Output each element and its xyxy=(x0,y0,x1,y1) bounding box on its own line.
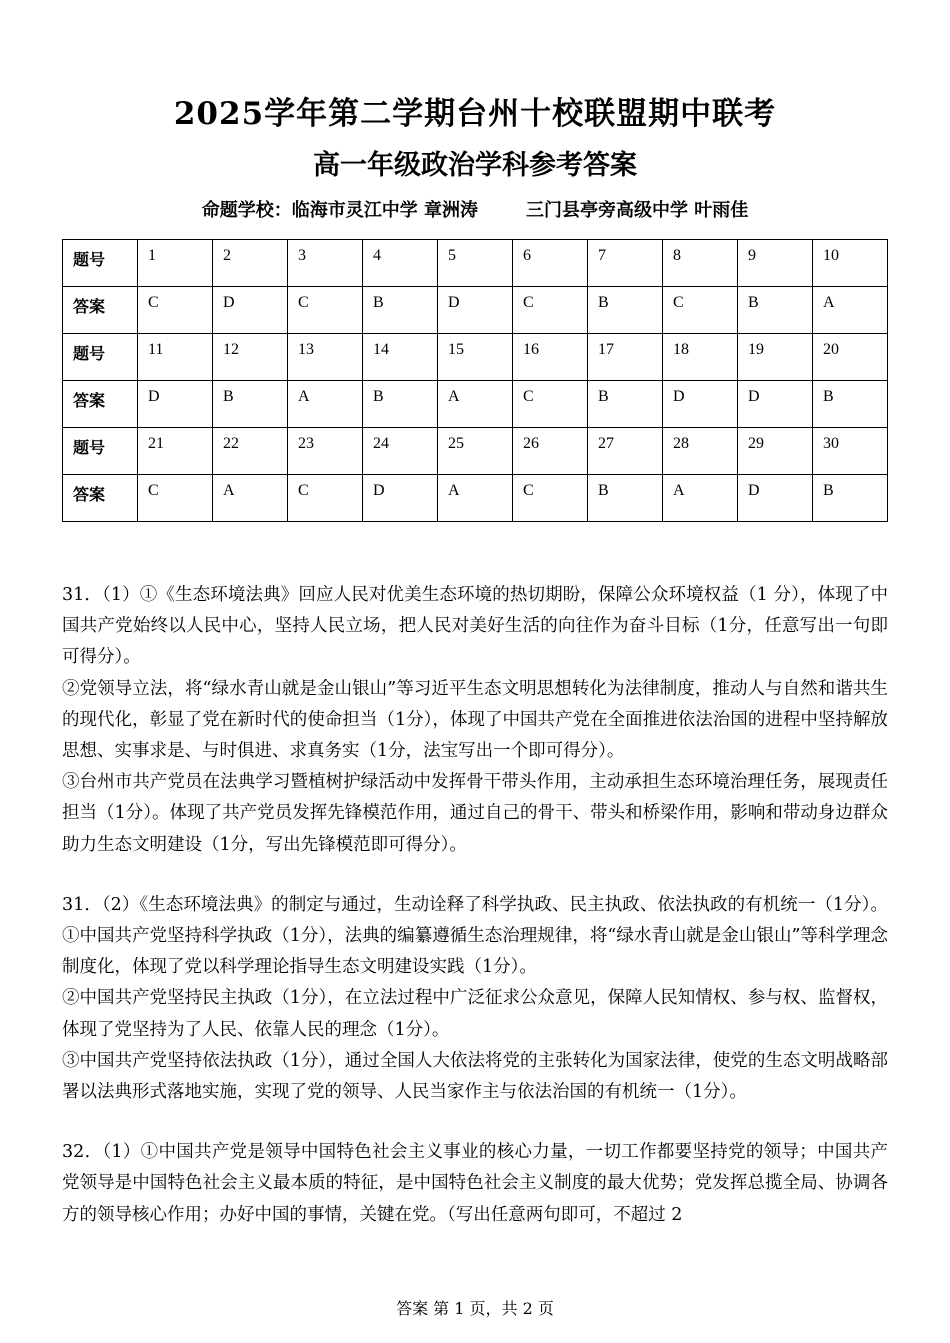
table-row xyxy=(63,428,888,475)
table-cell: 11 xyxy=(138,334,213,381)
table-cell: A xyxy=(438,381,513,428)
answer-31-2-part-3: ③中国共产党坚持依法执政（1分），通过全国人大依法将党的主张转化为国家法律，使党的生态文明战略部署以法典形式落地实施，实现了党的领导、人民当家作主与依法治国的有机统一（1分）。 xyxy=(62,1050,888,1103)
table-cell: B xyxy=(588,475,663,522)
answer-table xyxy=(62,239,888,522)
table-row xyxy=(63,475,888,522)
table-cell: D xyxy=(738,475,813,522)
table-cell: B xyxy=(813,381,888,428)
answer-32-1-part-1: 32．（1）①中国共产党是领导中国特色社会主义事业的核心力量，一切工作都要坚持党的领导；中国共产党领导是中国特色社会主义最本质的特征，是中国特色社会主义制度的最大优势；党发挥总揽全局、协调各方的领导核心作用；办好中国的事情，关键在党。（写出任意两句即可，不超过 2 xyxy=(62,1142,888,1225)
table-cell: 3 xyxy=(288,240,363,287)
row-label: 题号 xyxy=(63,428,138,475)
row-label: 题号 xyxy=(63,240,138,287)
table-cell: C xyxy=(513,381,588,428)
table-cell: B xyxy=(813,475,888,522)
table-cell: 4 xyxy=(363,240,438,287)
page-title: 2025学年第二学期台州十校联盟期中联考 xyxy=(173,96,777,132)
table-cell: 12 xyxy=(213,334,288,381)
table-cell: 19 xyxy=(738,334,813,381)
table-cell: B xyxy=(588,287,663,334)
table-cell: A xyxy=(663,475,738,522)
table-cell: B xyxy=(588,381,663,428)
table-cell: 24 xyxy=(363,428,438,475)
school-2: 三门县亭旁高级中学 叶雨佳 xyxy=(526,200,749,221)
answer-31-1-part-2: ②党领导立法，将“绿水青山就是金山银山”等习近平生态文明思想转化为法律制度，推动人与自然和谐共生的现代化，彰显了党在新时代的使命担当（1分），体现了中国共产党在全面推进依法治国的进程中坚持解放思想、实事求是、与时俱进、求真务实（1分，法宝写出一个即可得分）。 xyxy=(62,678,888,762)
table-row xyxy=(63,381,888,428)
table-cell: B xyxy=(363,287,438,334)
page-footer: 答案 第 1 页，共 2 页 xyxy=(396,1299,554,1318)
table-row xyxy=(63,334,888,381)
table-cell: A xyxy=(213,475,288,522)
answer-31-1-part-1: 31．（1）①《生态环境法典》回应人民对优美生态环境的热切期盼，保障公众环境权益（1 分），体现了中国共产党始终以人民中心，坚持人民立场，把人民对美好生活的向往作为奋斗目标（1分，任意写出一句即可得分）。 xyxy=(62,585,888,668)
table-cell: B xyxy=(363,381,438,428)
row-label: 答案 xyxy=(63,287,138,334)
table-cell: 5 xyxy=(438,240,513,287)
table-cell: C xyxy=(288,475,363,522)
table-cell: 8 xyxy=(663,240,738,287)
table-cell: 16 xyxy=(513,334,588,381)
table-row xyxy=(63,240,888,287)
table-cell: 2 xyxy=(213,240,288,287)
table-cell: 21 xyxy=(138,428,213,475)
answer-body xyxy=(62,580,888,1231)
page-subtitle: 高一年级政治学科参考答案 xyxy=(313,150,637,181)
table-cell: 18 xyxy=(663,334,738,381)
table-cell: 15 xyxy=(438,334,513,381)
table-cell: C xyxy=(138,287,213,334)
table-cell: 13 xyxy=(288,334,363,381)
row-label: 答案 xyxy=(63,381,138,428)
table-cell: 14 xyxy=(363,334,438,381)
table-cell: D xyxy=(738,381,813,428)
table-cell: B xyxy=(213,381,288,428)
table-cell: 6 xyxy=(513,240,588,287)
table-cell: 7 xyxy=(588,240,663,287)
table-cell: 20 xyxy=(813,334,888,381)
answer-31-1-part-3: ③台州市共产党员在法典学习暨植树护绿活动中发挥骨干带头作用，主动承担生态环境治理任务，展现责任担当（1分）。体现了共产党员发挥先锋模范作用，通过自己的骨干、带头和桥梁作用，影响和带动身边群众助力生态文明建设（1分，写出先锋模范即可得分）。 xyxy=(62,772,888,855)
row-label: 答案 xyxy=(63,475,138,522)
table-cell: 23 xyxy=(288,428,363,475)
table-cell: C xyxy=(513,287,588,334)
table-cell: D xyxy=(138,381,213,428)
table-cell: 22 xyxy=(213,428,288,475)
answer-31-2-part-2: ②中国共产党坚持民主执政（1分），在立法过程中广泛征求公众意见，保障人民知情权、参与权、监督权，体现了党坚持为了人民、依靠人民的理念（1分）。 xyxy=(62,988,888,1040)
table-cell: 10 xyxy=(813,240,888,287)
table-cell: D xyxy=(663,381,738,428)
table-cell: A xyxy=(813,287,888,334)
table-cell: A xyxy=(438,475,513,522)
table-cell: A xyxy=(288,381,363,428)
table-cell: 26 xyxy=(513,428,588,475)
table-cell: C xyxy=(288,287,363,334)
table-cell: 29 xyxy=(738,428,813,475)
row-label: 题号 xyxy=(63,334,138,381)
table-cell: 9 xyxy=(738,240,813,287)
table-cell: B xyxy=(738,287,813,334)
school-1: 命题学校：临海市灵江中学 章洲涛 xyxy=(201,200,478,221)
table-cell: 25 xyxy=(438,428,513,475)
table-cell: 27 xyxy=(588,428,663,475)
table-row xyxy=(63,287,888,334)
table-cell: C xyxy=(513,475,588,522)
table-cell: 1 xyxy=(138,240,213,287)
table-cell: 28 xyxy=(663,428,738,475)
table-cell: D xyxy=(213,287,288,334)
table-cell: 30 xyxy=(813,428,888,475)
table-cell: C xyxy=(663,287,738,334)
table-cell: D xyxy=(438,287,513,334)
answer-31-2-part-1: 31．（2）《生态环境法典》的制定与通过，生动诠释了科学执政、民主执政、依法执政的有机统一（1分）。①中国共产党坚持科学执政（1分），法典的编纂遵循生态治理规律，将“绿水青山就是金山银山”等科学理念制度化，体现了党以科学理论指导生态文明建设实践（1分）。 xyxy=(62,894,888,978)
school-info xyxy=(0,196,950,222)
table-cell: 17 xyxy=(588,334,663,381)
table-cell: C xyxy=(138,475,213,522)
table-cell: D xyxy=(363,475,438,522)
